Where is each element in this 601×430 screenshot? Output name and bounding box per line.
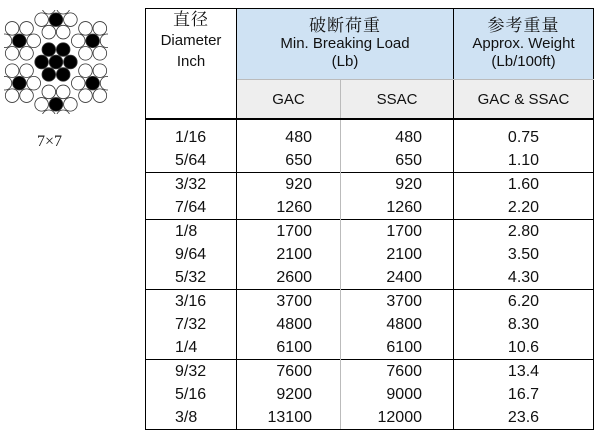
gac-breaking-load-cell: 9200 — [237, 383, 341, 406]
size-cell: 1/8 — [146, 220, 237, 244]
table-row — [146, 266, 594, 290]
strand-outer-wire — [4, 34, 12, 48]
ssac-breaking-load-cell: 9000 — [386, 386, 422, 403]
ssac-column-header: SSAC — [341, 80, 454, 120]
strand-outer-wire — [35, 98, 49, 112]
strand-outer-wire — [42, 85, 56, 99]
gac-breaking-load-cell: 650 — [237, 149, 341, 173]
weight-header-en: Approx. Weight — [472, 35, 575, 52]
ssac-breaking-load-cell: 920 — [341, 173, 454, 197]
strand-outer-wire — [56, 85, 70, 99]
strand-core-wire — [49, 55, 63, 69]
strand-outer-wire — [93, 22, 107, 36]
weight-cell: 6.20 — [454, 290, 594, 314]
strand-outer-wire — [20, 64, 34, 78]
ssac-breaking-load-cell: 2400 — [386, 269, 422, 286]
gac-breaking-load-cell: 7600 — [237, 360, 341, 384]
strand-core-wire — [13, 34, 27, 48]
weight-cell: 3.50 — [454, 243, 594, 266]
strand-outer-wire — [35, 55, 49, 69]
table-row — [146, 360, 594, 384]
gac-breaking-load-cell: 920 — [237, 173, 341, 197]
gac-breaking-load-cell: 2600 — [237, 266, 341, 290]
ssac-breaking-load-cell: 650 — [395, 152, 422, 169]
strand-outer-wire — [20, 47, 34, 61]
gac-breaking-load-cell: 1700 — [237, 220, 341, 244]
strand-outer-wire — [35, 13, 49, 27]
weight-cell: 4.30 — [454, 266, 594, 290]
diameter-header — [146, 9, 237, 120]
diameter-header-zh: 直径 — [173, 10, 209, 29]
weight-cell: 2.80 — [454, 220, 594, 244]
strand-core-wire — [49, 98, 63, 112]
strand-outer-wire — [93, 47, 107, 61]
strand-core-wire — [49, 13, 63, 27]
ssac-breaking-load-cell: 1260 — [386, 199, 422, 216]
strand-outer-wire — [20, 89, 34, 103]
strand-outer-wire — [20, 22, 34, 36]
strand-outer-wire — [42, 43, 56, 57]
size-cell: 5/32 — [146, 266, 237, 290]
table-row — [146, 243, 594, 266]
strand-outer-wire — [5, 22, 19, 36]
wire-rope-cross-section-diagram — [4, 10, 108, 114]
strand-outer-wire — [93, 64, 107, 78]
strand-outer-wire — [56, 43, 70, 57]
strand-outer-wire — [79, 22, 93, 36]
table-row — [146, 290, 594, 314]
breaking-load-header — [237, 9, 454, 80]
table-row — [146, 119, 594, 149]
breaking-load-header-zh: 破断荷重 — [309, 16, 381, 35]
weight-cell: 16.7 — [454, 383, 594, 406]
size-cell: 9/64 — [146, 243, 237, 266]
weight-header — [454, 9, 594, 80]
table-body — [146, 119, 594, 430]
table-row — [146, 336, 594, 360]
weight-cell: 13.4 — [454, 360, 594, 384]
strand-outer-wire — [79, 89, 93, 103]
strand-outer-wire — [42, 25, 56, 39]
size-cell: 5/64 — [146, 149, 237, 173]
table-row — [146, 149, 594, 173]
gac-breaking-load-cell: 4800 — [237, 313, 341, 336]
table-row — [146, 406, 594, 430]
strand-outer-wire — [79, 47, 93, 61]
gac-breaking-load-cell: 3700 — [237, 290, 341, 314]
strand-outer-wire — [5, 89, 19, 103]
ssac-breaking-load-cell: 1700 — [341, 220, 454, 244]
strand-outer-wire — [64, 55, 78, 69]
gac-breaking-load-cell: 13100 — [237, 406, 341, 430]
ssac-breaking-load-cell: 7600 — [341, 360, 454, 384]
gac-breaking-load-cell: 6100 — [237, 336, 341, 360]
weight-cell: 1.60 — [454, 173, 594, 197]
weight-cell: 10.6 — [454, 336, 594, 360]
size-cell: 3/32 — [146, 173, 237, 197]
strand-outer-wire — [42, 68, 56, 82]
strand-outer-wire — [5, 64, 19, 78]
ssac-breaking-load-cell: 480 — [395, 129, 422, 146]
weight-cell: 0.75 — [454, 119, 594, 149]
size-cell: 3/16 — [146, 290, 237, 314]
weight-cell: 23.6 — [454, 406, 594, 430]
ssac-breaking-load-cell: 12000 — [341, 406, 454, 430]
strand-core-wire — [13, 76, 27, 90]
strand-core-wire — [86, 76, 100, 90]
strand-outer-wire — [71, 34, 85, 48]
size-cell: 9/32 — [146, 360, 237, 384]
strand-outer-wire — [79, 64, 93, 78]
strand-outer-wire — [27, 34, 41, 48]
ssac-breaking-load-cell: 2100 — [386, 246, 422, 263]
strand-outer-wire — [64, 13, 78, 27]
gac-breaking-load-cell: 480 — [237, 119, 341, 149]
strand-outer-wire — [56, 25, 70, 39]
strand-outer-wire — [71, 76, 85, 90]
strand-outer-wire — [27, 76, 41, 90]
table-row — [146, 383, 594, 406]
diagram-caption: 7×7 — [37, 133, 63, 150]
gac-column-header: GAC — [237, 80, 341, 120]
gac-ssac-column-header: GAC & SSAC — [454, 80, 594, 120]
gac-breaking-load-cell: 1260 — [237, 196, 341, 220]
weight-cell: 8.30 — [454, 313, 594, 336]
strand-core-wire — [86, 34, 100, 48]
weight-cell: 1.10 — [454, 149, 594, 173]
size-cell: 1/16 — [146, 119, 237, 149]
diameter-header-en: Diameter — [160, 32, 222, 49]
size-cell: 5/16 — [146, 383, 237, 406]
strand-outer-wire — [64, 98, 78, 112]
strand-outer-wire — [100, 34, 108, 48]
breaking-load-header-unit: (Lb) — [331, 53, 359, 70]
ssac-breaking-load-cell: 3700 — [341, 290, 454, 314]
table-row — [146, 220, 594, 244]
size-cell: 1/4 — [146, 336, 237, 360]
specification-table — [145, 8, 594, 430]
strand-outer-wire — [93, 89, 107, 103]
strand-outer-wire — [100, 76, 108, 90]
table-row — [146, 196, 594, 220]
gac-breaking-load-cell: 2100 — [237, 243, 341, 266]
weight-header-zh: 参考重量 — [487, 16, 560, 35]
weight-cell: 2.20 — [454, 196, 594, 220]
size-cell: 3/8 — [146, 406, 237, 430]
strand-outer-wire — [4, 76, 12, 90]
size-cell: 7/64 — [146, 196, 237, 220]
diameter-header-unit: Inch — [176, 53, 206, 70]
weight-header-unit: (Lb/100ft) — [491, 53, 556, 70]
size-cell: 7/32 — [146, 313, 237, 336]
table-row — [146, 313, 594, 336]
ssac-breaking-load-cell: 6100 — [386, 339, 422, 356]
strand-outer-wire — [5, 47, 19, 61]
ssac-breaking-load-cell: 4800 — [386, 316, 422, 333]
table-row — [146, 173, 594, 197]
strand-outer-wire — [56, 68, 70, 82]
breaking-load-header-en: Min. Breaking Load — [280, 35, 410, 52]
